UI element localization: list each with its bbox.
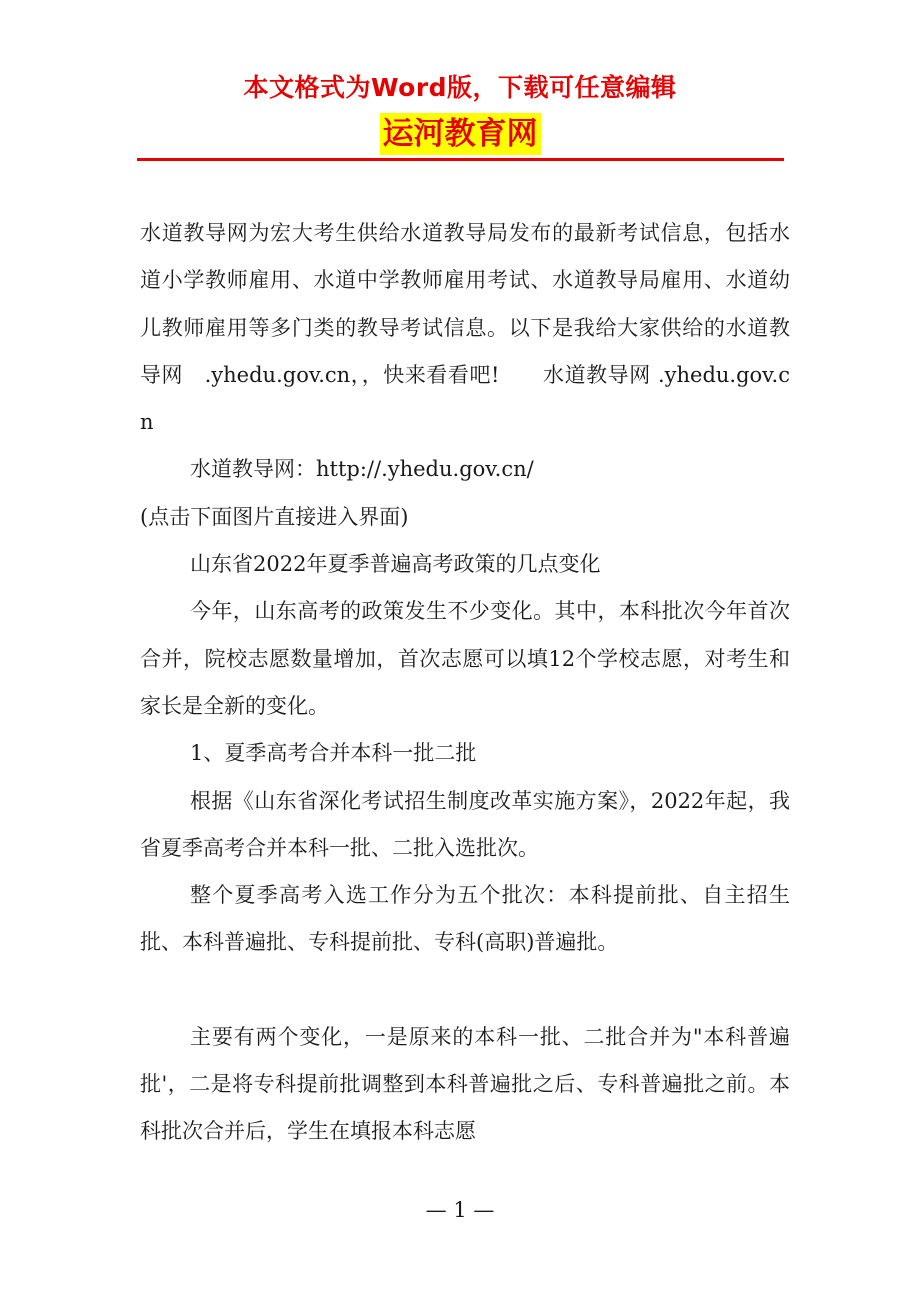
- site-url-paragraph: 水道教导网：http://.yhedu.gov.cn/: [190, 457, 534, 482]
- document-body: [140, 210, 790, 1156]
- policy-paragraph: 今年，山东高考的政策发生不少变化。其中，本科批次今年首次合并，院校志愿数量增加，首次志愿可以填12个学校志愿，对考生和家长是全新的变化。: [140, 599, 790, 718]
- header-divider: [137, 158, 784, 161]
- article-title: 山东省2022年夏季普遍高考政策的几点变化: [190, 552, 601, 577]
- basis-paragraph: 根据《山东省深化考试招生制度改革实施方案》，2022年起，我省夏季高考合并本科一批、二批入选批次。: [140, 788, 790, 860]
- batches-paragraph: 整个夏季高考入选工作分为五个批次：本科提前批、自主招生批、本科普遍批、专科提前批、专科(高职)普遍批。: [140, 883, 790, 955]
- page-number: — 1 —: [425, 1198, 495, 1222]
- intro-paragraph: 水道教导网为宏大考生供给水道教导局发布的最新考试信息，包括水道小学教师雇用、水道中学教师雇用考试、水道教导局雇用、水道幼儿教师雇用等多门类的教导考试信息。以下是我给大家供给的水道教导网 .yhedu.gov.cn，，快来看看吧! 水道教导网 .yhedu.gov.cn: [140, 221, 790, 435]
- format-notice: 本文格式为Word版，下载可任意编辑: [243, 73, 677, 102]
- section-heading-1: 1、夏季高考合并本科一批二批: [190, 741, 477, 766]
- site-name-container: [0, 113, 920, 155]
- changes-paragraph: 主要有两个变化，一是原来的本科一批、二批合并为"本科普遍批'，二是将专科提前批调整到本科普遍批之后、专科普遍批之前。本科批次合并后，学生在填报本科志愿: [140, 1024, 790, 1144]
- site-name: 运河教育网: [380, 113, 541, 155]
- click-hint-paragraph: (点击下面图片直接进入界面): [140, 504, 409, 529]
